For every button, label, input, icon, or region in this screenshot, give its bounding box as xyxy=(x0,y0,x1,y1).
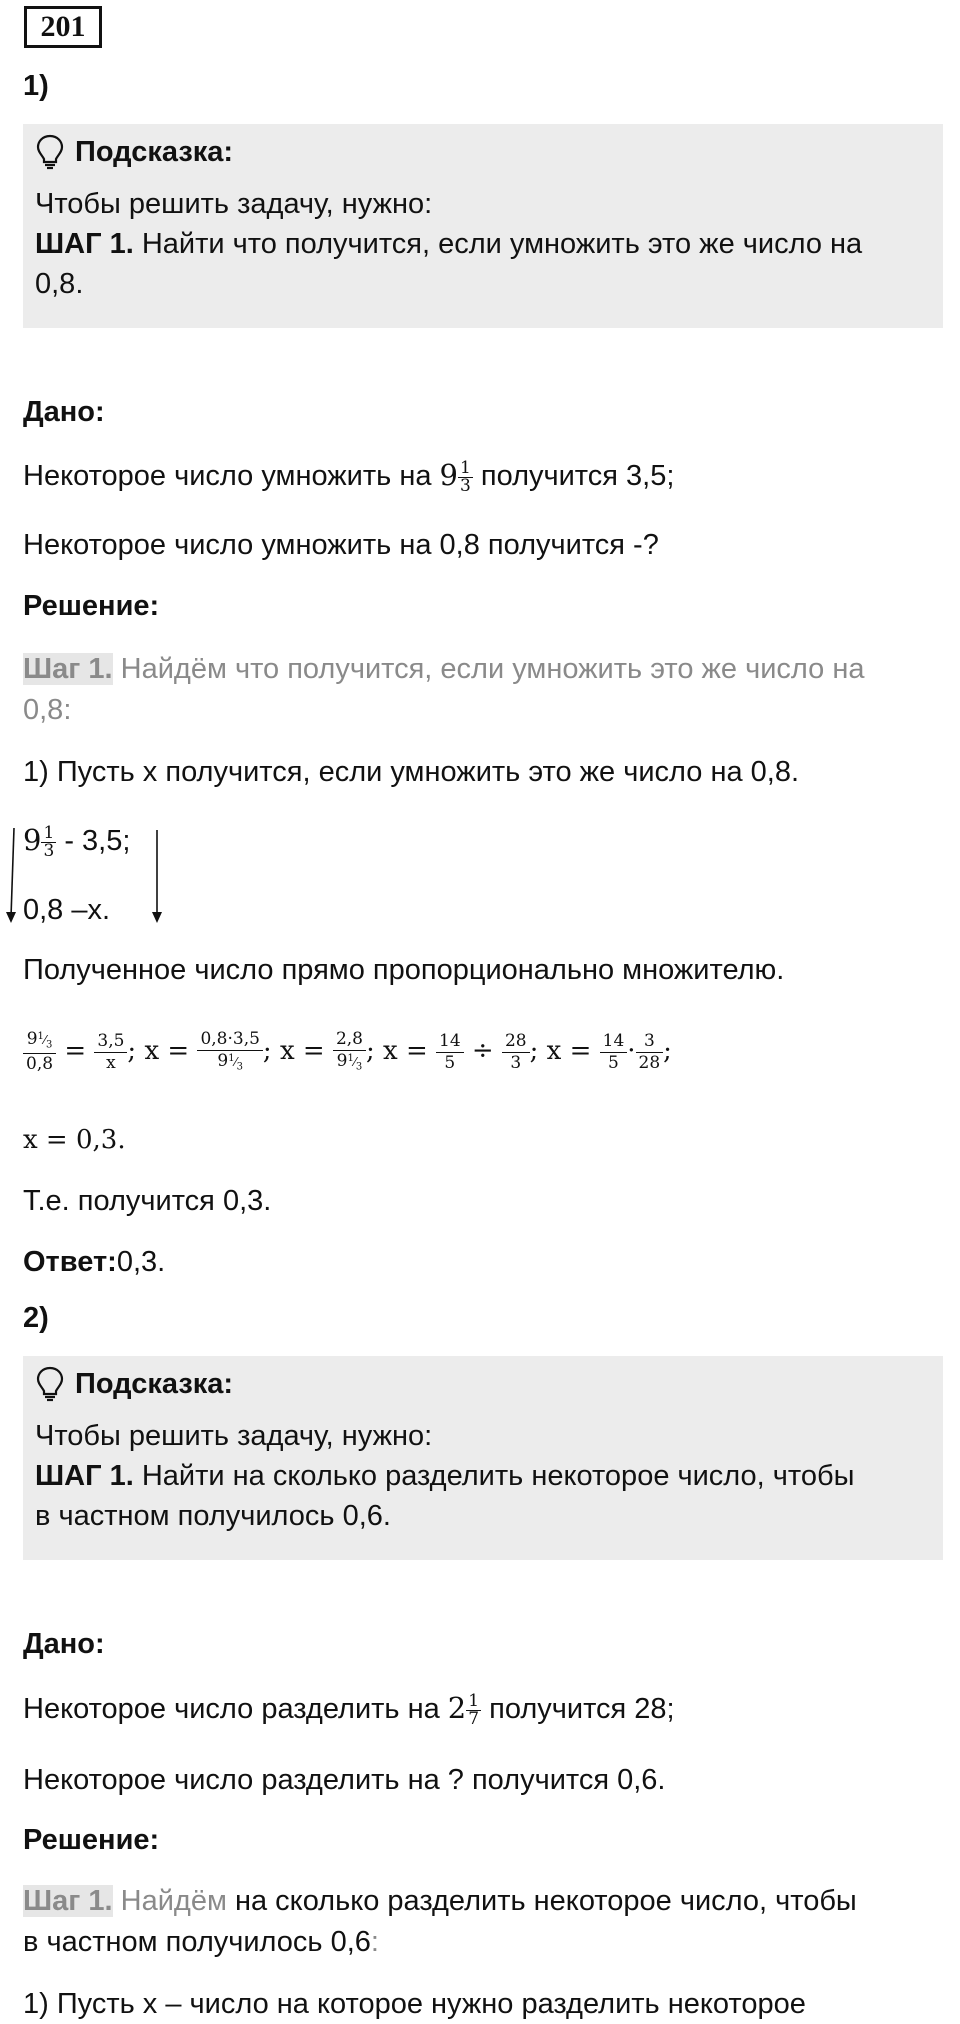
hint-step-text: Найти что получится, если умножить это же число на xyxy=(133,228,863,260)
multiply-dot: · xyxy=(627,1036,636,1066)
answer-label: Ответ: xyxy=(23,1246,117,1278)
hint-step-cont: в частном получилось 0,6. xyxy=(35,1500,391,1532)
given-text-b: получится 28; xyxy=(489,1693,675,1725)
x-equals: x = xyxy=(546,1036,592,1066)
x-equals: x = xyxy=(383,1036,428,1066)
fraction: $\frac{0,8\cdot 3,5}{9^1⁄_3}$ xyxy=(197,1031,262,1072)
given-line-1a xyxy=(23,455,674,496)
mixed-number xyxy=(447,1690,481,1729)
hint-title-text: Подсказка: xyxy=(75,136,234,168)
solution-label-2: Решение: xyxy=(23,1824,160,1856)
equals-sign: = xyxy=(64,1036,87,1066)
step-label: Шаг 1. xyxy=(23,653,113,685)
equation-result: x = 0,3. xyxy=(23,1125,126,1155)
given-text: Некоторое число умножить на xyxy=(23,460,440,492)
right-arrow-head xyxy=(152,912,162,923)
hint-intro: Чтобы решить задачу, нужно: xyxy=(35,188,433,220)
fraction: $\frac{28}{3}$ xyxy=(502,1033,530,1072)
hint-box-1 xyxy=(23,124,943,328)
hint-step-label: ШАГ 1. xyxy=(35,228,134,260)
step-line-2-cont xyxy=(23,1922,379,1962)
step-line-1-cont: 0,8: xyxy=(23,694,72,726)
given-line-2a xyxy=(23,1688,675,1729)
part-1-label: 1) xyxy=(23,70,49,102)
step-line-1 xyxy=(23,649,864,689)
hint-step-label: ШАГ 1. xyxy=(35,1460,134,1492)
separator: ; xyxy=(529,1036,539,1066)
proportion-row-2: 0,8 –x. xyxy=(23,894,111,926)
denominator: 7 xyxy=(468,1708,480,1729)
hint-intro: Чтобы решить задачу, нужно: xyxy=(35,1420,433,1452)
separator: ; xyxy=(262,1036,272,1066)
numerator: 1 xyxy=(459,457,471,478)
hint-title-text: Подсказка: xyxy=(75,1368,234,1400)
fraction: $\frac{3}{28}$ xyxy=(636,1033,664,1072)
given-text-b: получится 3,5; xyxy=(480,460,675,492)
given-text: Некоторое число разделить на xyxy=(23,1693,448,1725)
numerator: 1 xyxy=(468,1690,480,1711)
hint-title-2 xyxy=(35,1362,931,1406)
fraction: $\frac{14}{5}$ xyxy=(436,1033,464,1072)
hint-step xyxy=(35,224,931,264)
lightbulb-icon xyxy=(35,134,65,170)
whole: 2 xyxy=(447,1691,467,1725)
step-text: Найдём что получится, если умножить это же число на xyxy=(112,653,865,685)
fraction: $\frac{2,8}{9^1⁄_3}$ xyxy=(333,1031,366,1072)
hint-step-text: Найти на сколько разделить некоторое число, чтобы xyxy=(133,1460,855,1492)
lightbulb-icon xyxy=(35,1366,65,1402)
step-colon: : xyxy=(370,1926,379,1958)
mixed-number xyxy=(439,457,473,496)
fraction: $\frac{3,5}{x}$ xyxy=(94,1033,127,1072)
part-2-label: 2) xyxy=(23,1302,49,1334)
equation-chain xyxy=(23,1016,672,1090)
denominator: 3 xyxy=(43,840,55,861)
solution-label-1: Решение: xyxy=(23,590,160,622)
conclusion-1: Т.е. получится 0,3. xyxy=(23,1185,272,1217)
numerator: 1 xyxy=(43,822,55,843)
divide-sign: ÷ xyxy=(471,1036,494,1066)
x-equals: x = xyxy=(279,1036,325,1066)
hint-step xyxy=(35,1456,931,1496)
hint-box-2 xyxy=(23,1356,943,1560)
hint-step-cont: 0,8. xyxy=(35,268,84,300)
step-text: в частном получилось 0,6 xyxy=(23,1926,371,1958)
let-line-2: 1) Пусть x – число на которое нужно разделить некоторое xyxy=(23,1988,806,2020)
x-equals: x = xyxy=(144,1036,190,1066)
left-arrow-line xyxy=(11,828,14,917)
fraction: $\frac{9^1⁄_3}{0,8}$ xyxy=(23,1031,56,1072)
answer-1 xyxy=(23,1242,165,1282)
whole: 9 xyxy=(439,458,458,492)
hint-title-1 xyxy=(35,130,931,174)
given-line-1b: Некоторое число умножить на 0,8 получится -? xyxy=(23,529,659,561)
step-text-gray: Найдём xyxy=(112,1885,227,1917)
separator: ; xyxy=(127,1036,137,1066)
proportion-rest: - 3,5; xyxy=(64,825,131,857)
step-label: Шаг 1. xyxy=(23,1885,113,1917)
left-arrow-head xyxy=(6,912,16,923)
fraction: $\frac{14}{5}$ xyxy=(600,1033,628,1072)
problem-number: 201 xyxy=(24,6,102,48)
given-label-2: Дано: xyxy=(23,1628,105,1660)
proportional-text: Полученное число прямо пропорционально множителю. xyxy=(23,954,785,986)
whole: 9 xyxy=(23,823,42,857)
answer-value: 0,3. xyxy=(116,1246,166,1278)
separator: ; xyxy=(365,1036,375,1066)
given-label-1: Дано: xyxy=(23,396,105,428)
denominator: 3 xyxy=(459,475,471,496)
step-line-2 xyxy=(23,1881,857,1921)
proportion-arrows xyxy=(0,820,170,930)
step-text: на сколько разделить некоторое число, чтобы xyxy=(226,1885,857,1917)
separator: ; xyxy=(663,1036,672,1066)
let-line-1: 1) Пусть x получится, если умножить это же число на 0,8. xyxy=(23,756,800,788)
given-line-2b: Некоторое число разделить на ? получится 0,6. xyxy=(23,1764,666,1796)
